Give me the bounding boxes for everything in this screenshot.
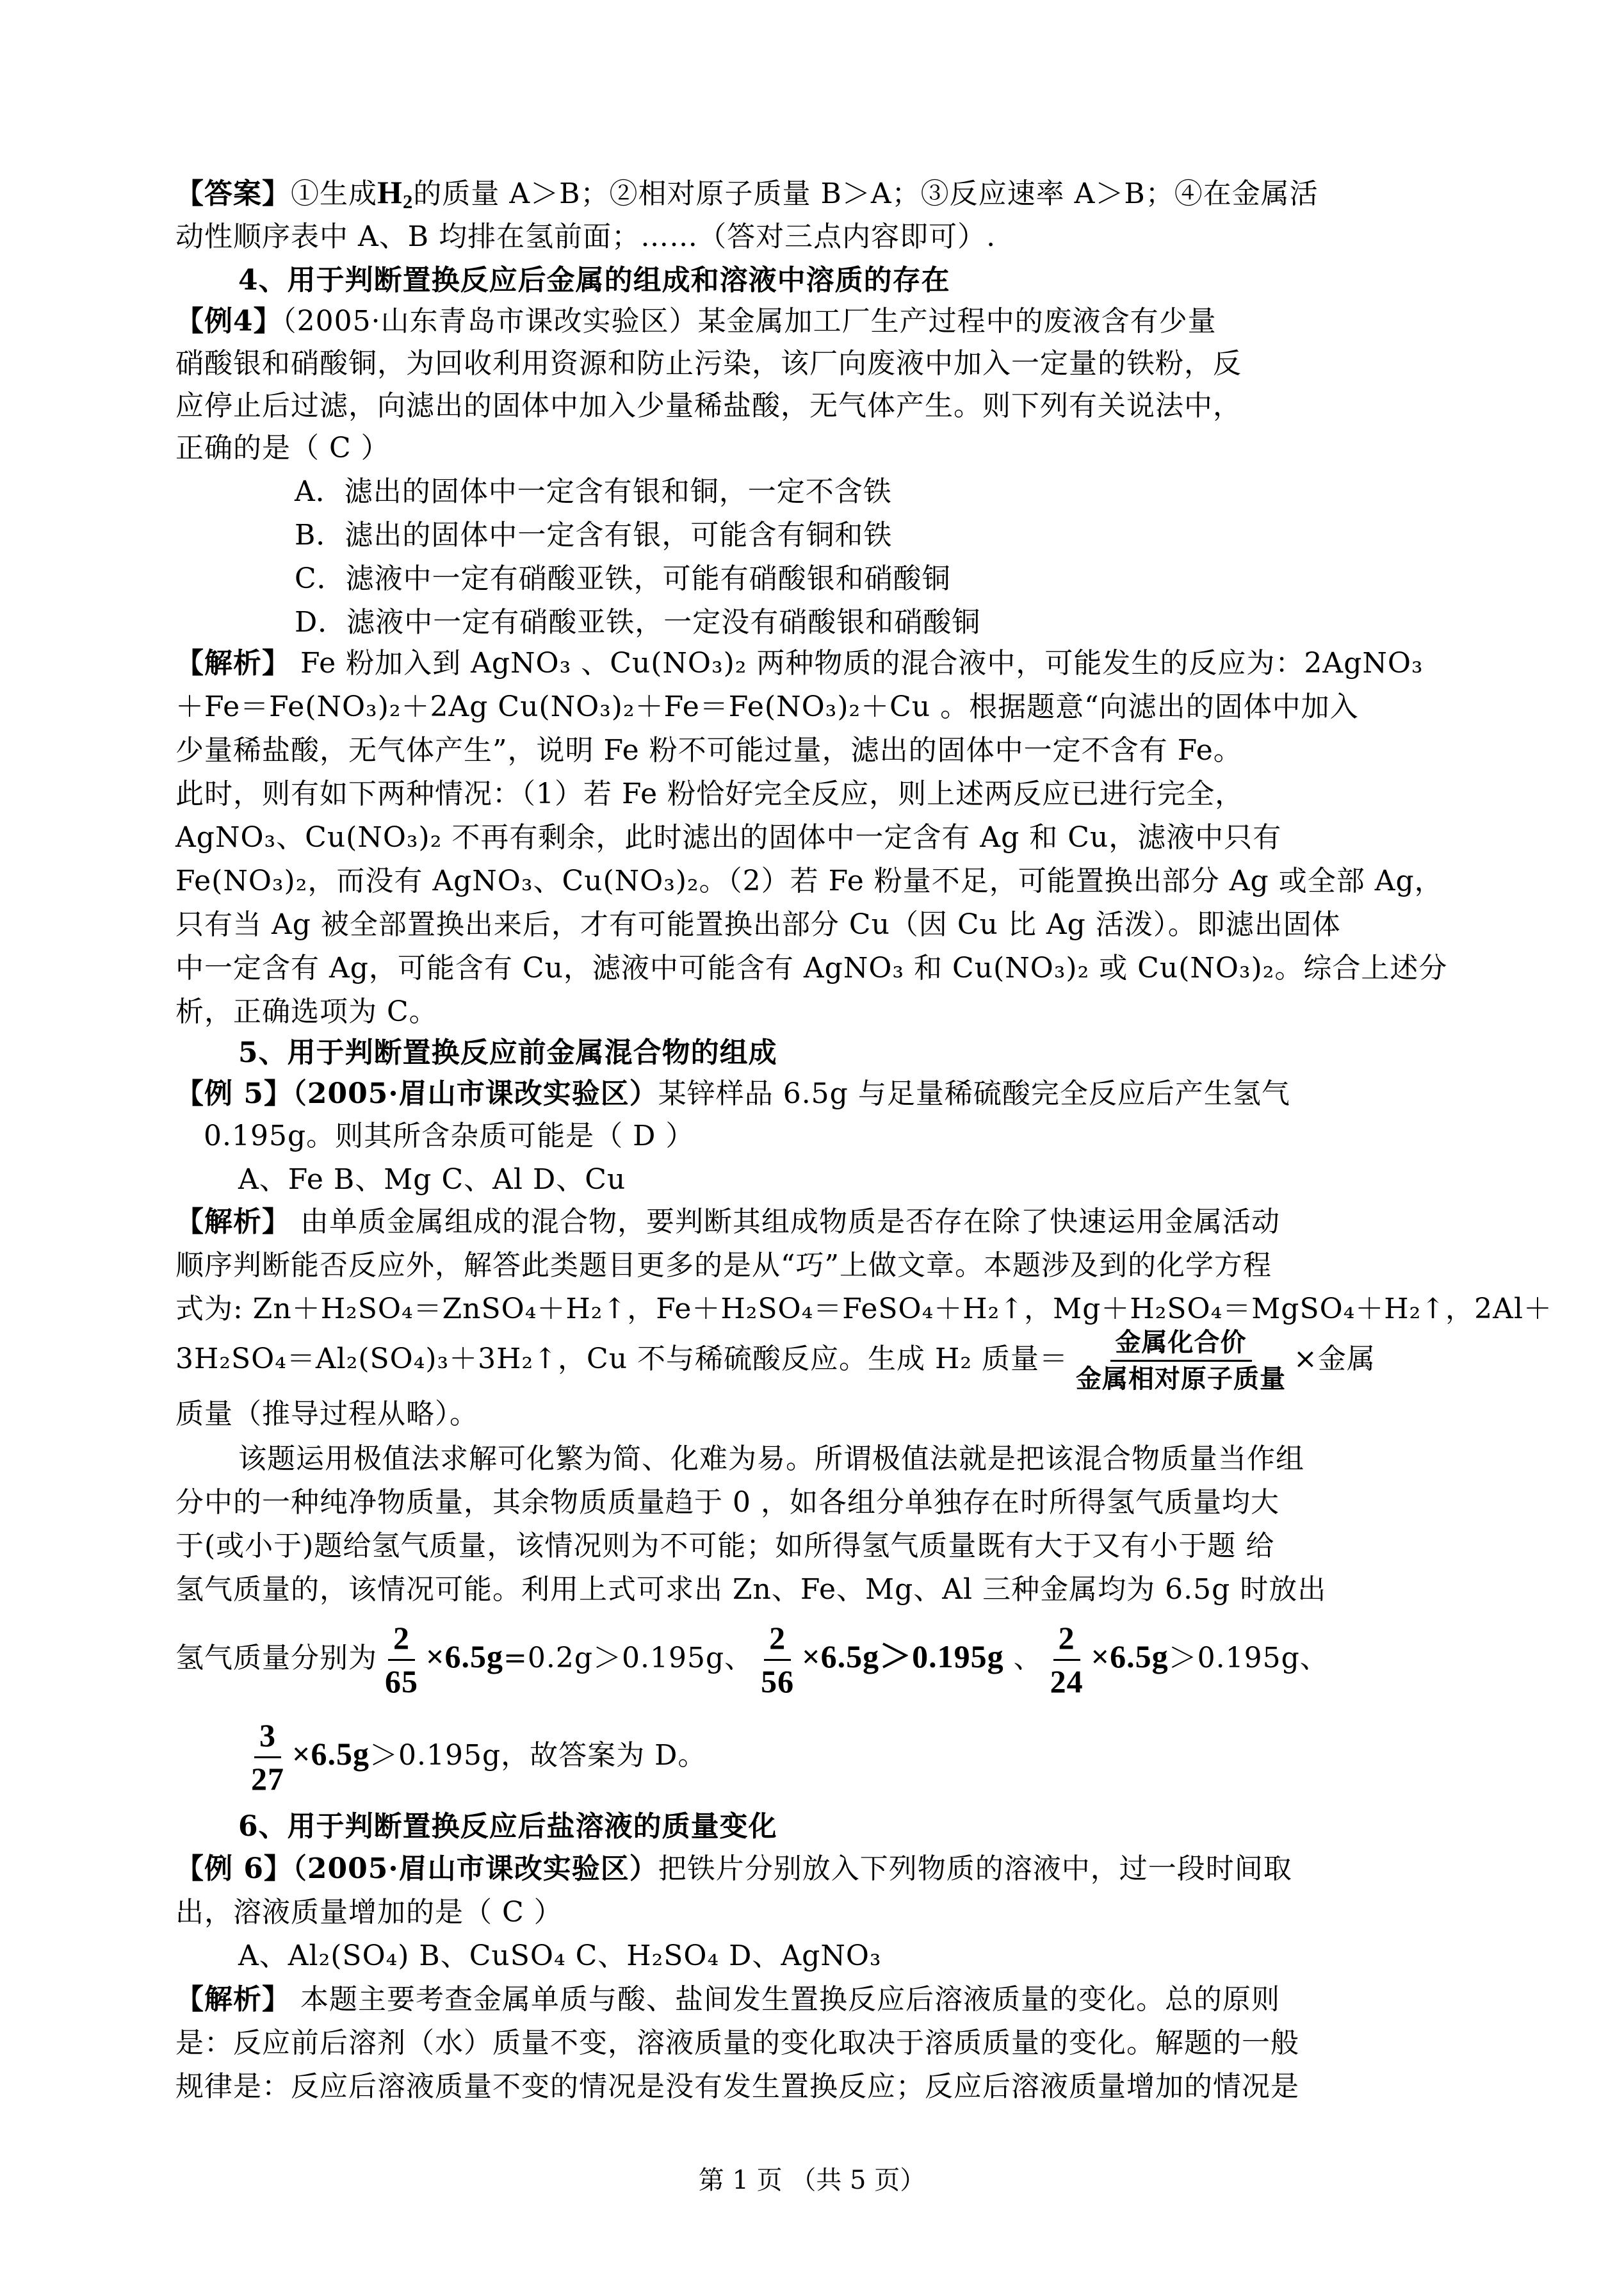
- example-4-line-1: 【例4】（2005·山东青岛市课改实验区）某金属加工厂生产过程中的废液含有少量: [175, 305, 1217, 338]
- answer-line-1: 【答案】①生成$H_2$的质量 A＞B；②相对原子质量 B＞A；③反应速率 A＞B；④在金属活: [175, 174, 1319, 213]
- example-6-label: 【例 6】（2005·眉山市课改实验区）: [175, 1852, 658, 1885]
- h2-mass-fraction: $\frac{\text{金属化合价}}{\text{金属相对原子质量}}$: [1076, 1327, 1287, 1394]
- analysis-5-line-5: 质量（推导过程从略）。: [175, 1398, 478, 1430]
- section-heading-4: 4、用于判断置换反应后金属的组成和溶液中溶质的存在: [238, 264, 950, 297]
- analysis-label: 【解析】: [175, 1205, 291, 1238]
- fraction-al: $\frac{3}{27}$: [251, 1717, 284, 1797]
- page-footer: 第 1 页 （共 5 页）: [698, 2166, 926, 2195]
- option-b: B．滤出的固体中一定含有银，可能含有铜和铁: [295, 519, 893, 551]
- h2-formula: $H_2$: [377, 174, 414, 213]
- example-4-line-3: 应停止后过滤，向滤出的固体中加入少量稀盐酸，无气体产生。则下列有关说法中，: [175, 389, 1242, 422]
- example-5-line-1: 【例 5】（2005·眉山市课改实验区）某锌样品 6.5g 与足量稀硫酸完全反应后产生氢气: [175, 1077, 1290, 1110]
- option-c: C．滤液中一定有硝酸亚铁，可能有硝酸银和硝酸铜: [295, 562, 951, 595]
- section-heading-5: 5、用于判断置换反应前金属混合物的组成: [238, 1036, 777, 1069]
- example-4-line-4: 正确的是（ C ）: [175, 432, 390, 464]
- example-4-line-2: 硝酸银和硝酸铜，为回收利用资源和防止污染，该厂向废液中加入一定量的铁粉，反: [175, 347, 1242, 380]
- analysis-4-line-6: Fe(NO₃)₂，而没有 AgNO₃、Cu(NO₃)₂。（2）若 Fe 粉量不足，可能置换出部分 Ag 或全部 Ag，: [175, 865, 1443, 897]
- analysis-4-line-1: 【解析】 Fe 粉加入到 AgNO₃ 、Cu(NO₃)₂ 两种物质的混合液中，可能发生的反应为：2AgNO₃: [175, 647, 1424, 680]
- paragraph-line-1: 该题运用极值法求解可化繁为简、化难为易。所谓极值法就是把该混合物质量当作组: [238, 1442, 1304, 1475]
- analysis-4-line-7: 只有当 Ag 被全部置换出来后，才有可能置换出部分 Cu（因 Cu 比 Ag 活泼）。即滤出固体: [175, 908, 1341, 941]
- analysis-5-line-4: 3H₂SO₄＝Al₂(SO₄)₃＋3H₂↑，Cu 不与稀硫酸反应。生成 H₂ 质量＝ $\frac{\text{金属化合价}}{\text{金属相对原子质量}}$ ×金属: [175, 1327, 1376, 1394]
- analysis-4-line-4: 此时，则有如下两种情况：（1）若 Fe 粉恰好完全反应，则上述两反应已进行完全，: [175, 778, 1244, 810]
- analysis-5-line-3: 式为: Zn＋H₂SO₄＝ZnSO₄＋H₂↑，Fe＋H₂SO₄＝FeSO₄＋H₂↑，Mg＋H₂SO₄＝MgSO₄＋H₂↑，2Al＋: [175, 1293, 1553, 1325]
- analysis-label: 【解析】: [175, 647, 291, 680]
- option-d: D．滤液中一定有硝酸亚铁，一定没有硝酸银和硝酸铜: [295, 606, 981, 639]
- analysis-4-line-2: ＋Fe＝Fe(NO₃)₂＋2Ag Cu(NO₃)₂＋Fe＝Fe(NO₃)₂＋Cu 。根据题意“向滤出的固体中加入: [175, 690, 1359, 723]
- fraction-mg: $\frac{2}{24}$: [1050, 1619, 1084, 1699]
- answer-label: 【答案】: [175, 177, 291, 210]
- example-5-label: 【例 5】（2005·眉山市课改实验区）: [175, 1077, 658, 1110]
- calculation-line-2: $\frac{3}{27}$ ×6.5g＞0.195g，故答案为 D。: [243, 1709, 706, 1801]
- analysis-5-line-2: 顺序判断能否反应外，解答此类题目更多的是从“巧”上做文章。本题涉及到的化学方程: [175, 1249, 1272, 1282]
- example-5-options: A、Fe B、Mg C、Al D、Cu: [238, 1163, 626, 1196]
- answer-line-2: 动性顺序表中 A、B 均排在氢前面；……（答对三点内容即可）.: [175, 220, 996, 253]
- analysis-4-line-3: 少量稀盐酸，无气体产生”，说明 Fe 粉不可能过量，滤出的固体中一定不含有 Fe。: [175, 734, 1242, 767]
- example-5-line-2: 0.195g。则其所含杂质可能是（ D ）: [204, 1120, 695, 1152]
- analysis-4-line-8: 中一定含有 Ag，可能含有 Cu，滤液中可能含有 AgNO₃ 和 Cu(NO₃)₂ 或 Cu(NO₃)₂。综合上述分: [175, 952, 1448, 984]
- analysis-label: 【解析】: [175, 1983, 291, 2016]
- paragraph-line-4: 氢气质量的，该情况可能。利用上式可求出 Zn、Fe、Mg、Al 三种金属均为 6.5g 时放出: [175, 1573, 1327, 1606]
- option-a: A．滤出的固体中一定含有银和铜，一定不含铁: [295, 475, 892, 508]
- example-6-line-2: 出，溶液质量增加的是（ C ）: [175, 1896, 563, 1929]
- fraction-zn: $\frac{2}{65}$: [385, 1619, 418, 1699]
- analysis-6-line-3: 规律是：反应后溶液质量不变的情况是没有发生置换反应；反应后溶液质量增加的情况是: [175, 2070, 1299, 2103]
- analysis-6-line-2: 是：反应前后溶剂（水）质量不变，溶液质量的变化取决于溶质质量的变化。解题的一般: [175, 2027, 1299, 2059]
- section-heading-6: 6、用于判断置换反应后盐溶液的质量变化: [238, 1810, 777, 1843]
- paragraph-line-3: 于(或小于)题给氢气质量，该情况则为不可能；如所得氢气质量既有大于又有小于题 给: [175, 1530, 1275, 1562]
- analysis-5-line-1: 【解析】 由单质金属组成的混合物，要判断其组成物质是否存在除了快速运用金属活动: [175, 1205, 1280, 1238]
- example-6-line-1: 【例 6】（2005·眉山市课改实验区）把铁片分别放入下列物质的溶液中，过一段时间取: [175, 1852, 1292, 1885]
- analysis-4-line-9: 析，正确选项为 C。: [175, 995, 438, 1028]
- fraction-fe: $\frac{2}{56}$: [761, 1619, 795, 1699]
- calculation-line-1: 氢气质量分别为 $\frac{2}{65}$ ×6.5g=0.2g＞0.195g、 $\frac{2}{56}$ ×6.5g＞0.195g 、 $\frac{2}{24}$ ×6.5g＞0.195g、: [175, 1619, 1329, 1699]
- example-6-options: A、Al₂(SO₄) B、CuSO₄ C、H₂SO₄ D、AgNO₃: [238, 1940, 882, 1972]
- example-4-label: 【例4】: [175, 305, 282, 338]
- paragraph-line-2: 分中的一种纯净物质量，其余物质质量趋于 0 ，如各组分单独存在时所得氢气质量均大: [175, 1486, 1279, 1519]
- analysis-4-line-5: AgNO₃、Cu(NO₃)₂ 不再有剩余，此时滤出的固体中一定含有 Ag 和 Cu，滤液中只有: [175, 821, 1282, 854]
- analysis-6-line-1: 【解析】 本题主要考查金属单质与酸、盐间发生置换反应后溶液质量的变化。总的原则: [175, 1983, 1280, 2016]
